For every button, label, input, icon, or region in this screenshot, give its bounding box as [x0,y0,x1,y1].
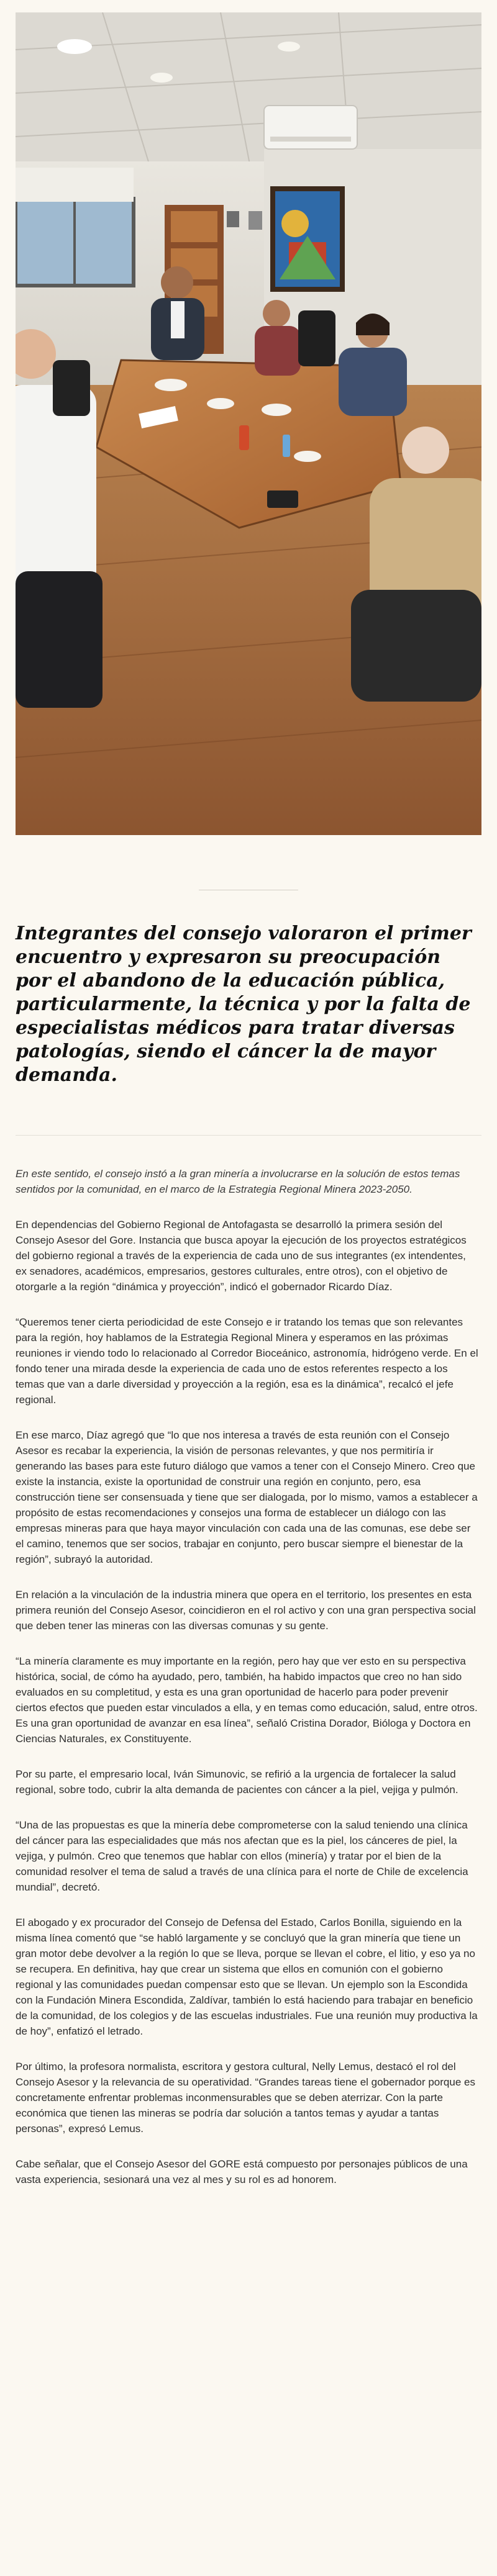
lead-divider [16,1135,481,1136]
article-lead: Integrantes del consejo valoraron el primer encuentro y expresaron su preocupación por el abandono de la educación pública, particularmente, la técnica y por la falta de especialistas médicos para tratar diversas patologías, siendo el cáncer la de mayor demanda. [16,923,472,1086]
article-paragraph: “Queremos tener cierta periodicidad de este Consejo e ir tratando los temas que son relevantes para la región, hoy hablamos de la Estrategia Regional Minera y esperamos en las próximas reuniones ir viendo todo lo relacionado al Corredor Bioceánico, astronomía, hidrógeno verde. En el fondo tener una mirada desde la experiencia de cada uno de estos referentes respecto a los temas que van a darle diversidad y proyección a la región, esa es la dinámica”, recalcó el jefe regional. [16,1316,478,1406]
article-paragraph: El abogado y ex procurador del Consejo de Defensa del Estado, Carlos Bonilla, siguiendo en la misma línea comentó que “se habló largamente y se concluyó que la gran minería que tiene un gran motor debe devolver a la región lo que se lleva, porque se llevan el cobre, el litio, y eso ya no se recupera. En definitiva, hay que crear un sistema que ellos en comunión con el gobierno regional y las comunidades puedan compensar esto que se llevan. Un ejemplo son la Escondida con la Fundación Minera Escondida, Zaldívar, también lo está haciendo para trabajar en beneficio de la comunidad, de los colegios y de las escuelas industriales. Fue una reunión muy productiva la de hoy”, enfatizó el letrado. [16,1917,478,2037]
article-paragraph: Por último, la profesora normalista, escritora y gestora cultural, Nelly Lemus, destacó el rol del Consejo Asesor y la relevancia de su operatividad. “Grandes tareas tiene el gobernador porque es concretamente enfrentar problemas inconmensurables que se deben aterrizar. Con la parte económica que tienen las mineras se podría dar solución a tantos temas y ayudar a tantas personas”, expresó Lemus. [16,2061,475,2135]
article-paragraph: “Una de las propuestas es que la minería debe comprometerse con la salud teniendo una clínica del cáncer para las especialidades que más nos afectan que es la piel, los cánceres de piel, la vejiga, y pulmón. Creo que tenemos que hablar con ellos (minería) y tratar por el bien de la comunidad resolver el tema de salud a través de una clínica para el norte de Chile de excelencia mundial”, decretó. [16,1819,468,1893]
article-body [16,1166,478,2207]
article-paragraph: “La minería claramente es muy importante en la región, pero hay que ver esto en su perspectiva histórica, social, de cómo ha ayudado, pero, también, ha habido impactos que creo no han sido evaluados en su completitud, y esta es una gran oportunidad de hacerlo para poder prevenir ciertos efectos que pueden estar vinculados a ella, y en temas como educación, salud, entre otros. Es una gran oportunidad de avanzar en esa línea”, señaló Cristina Dorador, Bióloga y Doctora en Ciencias Naturales, ex Constituyente. [16,1655,478,1745]
article-paragraph: Cabe señalar, que el Consejo Asesor del GORE está compuesto por personajes públicos de una vasta experiencia, sesionará una vez al mes y su rol es ad honorem. [16,2158,468,2185]
article-paragraph: En dependencias del Gobierno Regional de Antofagasta se desarrolló la primera sesión del Consejo Asesor del Gore. Instancia que busca apoyar la ejecución de los proyectos estratégicos del gobierno regional a través de la experiencia de cada uno de sus integrantes (ex intendentes, ex senadores, académicos, empresarios, gestores culturales, entre otros), con el objetivo de otorgarle a la región “dinámica y proyección”, indicó el gobernador Ricardo Díaz. [16,1219,467,1293]
article-paragraph: En ese marco, Díaz agregó que “lo que nos interesa a través de esta reunión con el Consejo Asesor es recabar la experiencia, la visión de personas relevantes, y que nos permitiría ir generando las bases para este futuro diálogo que vamos a tener con el Consejo Minero. Creo que existe la instancia, existe la oportunidad de construir una región en conjunto, pero, esa construcción tiene ser consensuada y tiene que ser dialogada, por lo mismo, vamos a establecer a propósito de estas recomendaciones y consejos una forma de establecer un diálogo con las empresas mineras para que haya mayor vinculación con cada una de las comunas, ese debe ser el camino, tenemos que ser socios, trabajar en conjunto, pero buscar siempre el bienestar de la región”, subrayó la autoridad. [16,1429,478,1565]
meeting-photo [16,12,481,835]
article-paragraph: Por su parte, el empresario local, Iván Simunovic, se refirió a la urgencia de fortalecer la salud regional, sobre todo, cubrir la alta demanda de pacientes con cáncer a la piel, vejiga y pulmón. [16,1768,458,1796]
article-paragraph: En relación a la vinculación de la industria minera que opera en el territorio, los presentes en esta primera reunión del Consejo Asesor, coincidieron en el rol activo y con una gran perspectiva social que deben tener las mineras con las diversas comunas y su gente. [16,1589,476,1632]
article-intro: En este sentido, el consejo instó a la gran minería a involucrarse en la solución de estos temas sentidos por la comunidad, en el marco de la Estrategia Regional Minera 2023-2050. [16,1168,460,1195]
